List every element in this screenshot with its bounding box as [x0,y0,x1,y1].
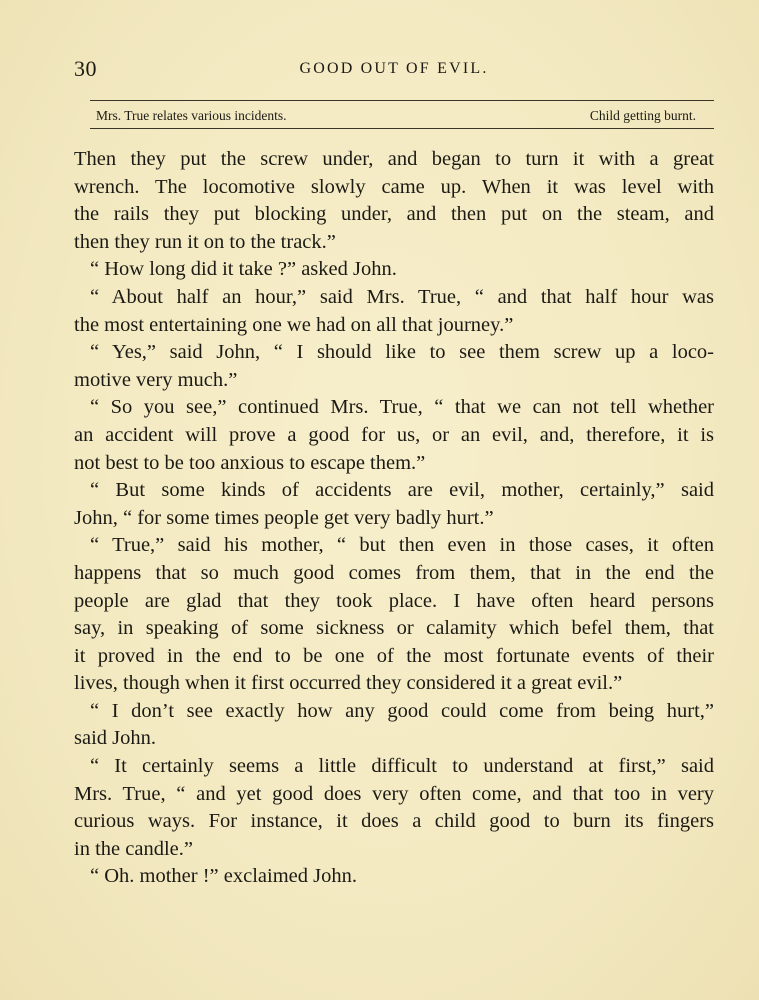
body-line: say, in speaking of some sickness or calamity which befel them, that [74,617,714,640]
body-line: “ Yes,” said John, “ I should like to see them screw up a loco- [90,341,714,364]
body-line: happens that so much good comes from them, that in the end the [74,561,714,584]
header-rule-top [90,100,714,101]
body-line: motive very much.” [74,368,238,391]
body-line: then they run it on to the track.” [74,230,336,253]
body-line: in the candle.” [74,837,193,860]
body-line: “ Oh. mother !” exclaimed John. [90,865,357,888]
body-line: an accident will prove a good for us, or an evil, and, therefore, it is [74,423,714,446]
body-line: “ It certainly seems a little difficult to understand at first,” said [90,755,714,778]
body-line: “ About half an hour,” said Mrs. True, “ and that half hour was [90,285,714,308]
body-line: Then they put the screw under, and began to turn it with a great [74,148,714,170]
sidenote-left: Mrs. True relates various incidents. [96,108,287,123]
body-line: John, “ for some times people get very badly hurt.” [74,506,494,529]
body-line: not best to be too anxious to escape them.” [74,451,426,474]
body-text [74,146,714,891]
body-line: it proved in the end to be one of the most fortunate events of their [74,644,714,667]
page-number: 30 [74,56,97,81]
page-header [74,56,714,88]
running-title: GOOD OUT OF EVIL. [299,60,489,77]
sidenote-bar [96,108,696,126]
body-line: lives, though when it first occurred they considered it a great evil.” [74,672,623,695]
body-line: curious ways. For instance, it does a child good to burn its fingers [74,810,714,833]
body-line: the rails they put blocking under, and then put on the steam, and [74,203,714,226]
sidenote-right: Child getting burnt. [589,108,696,123]
body-line: “ How long did it take ?” asked John. [90,258,397,281]
body-line: said John. [74,727,156,750]
body-line: “ So you see,” continued Mrs. True, “ that we can not tell whether [90,396,714,419]
body-line: “ But some kinds of accidents are evil, mother, certainly,” said [90,479,714,502]
body-line: people are glad that they took place. I have often heard persons [74,589,714,612]
body-line: wrench. The locomotive slowly came up. When it was level with [74,175,714,198]
header-rule-bottom [90,128,714,129]
body-line: “ True,” said his mother, “ but then even in those cases, it often [90,534,714,557]
body-line: “ I don’t see exactly how any good could come from being hurt,” [90,699,714,722]
body-line: Mrs. True, “ and yet good does very often come, and that too in very [74,782,714,805]
body-line: the most entertaining one we had on all that journey.” [74,313,514,336]
